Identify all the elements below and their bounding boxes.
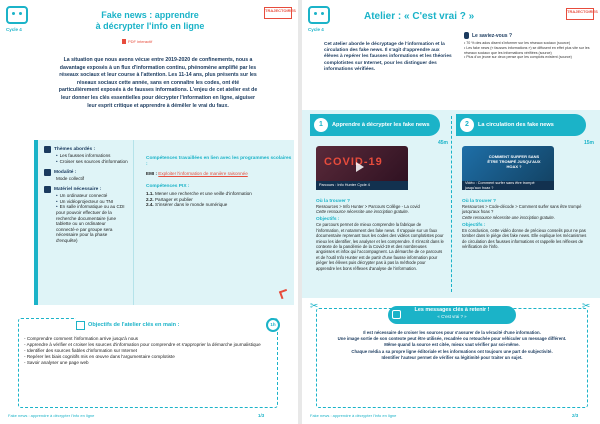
brand-logo: TRAJECTOIRES: [566, 8, 594, 20]
timer-icon: 1h: [266, 318, 280, 332]
list-item: • En salle informatique ou au CDI pour pouvoir effectuer de la recherche documentaire (une tablette ou un ordinateur connecté·e par groupe sera nécessaire pour la phase d'enquête): [56, 204, 129, 243]
thumbnail-text: COMMENT SURFER SANS ÊTRE TROMPÉ JUSQU'AUX HOAX ?: [487, 154, 541, 169]
emi-link[interactable]: Exploiter l'information de manière raisonnée: [158, 171, 248, 176]
list-item: Chaque média a sa propre ligne éditoriale et les informations ont toujours une part de subjectivité.: [351, 348, 553, 354]
list-item: • Plus d'un jeune sur deux pense que les complots existent (source): [464, 55, 594, 60]
activity-header: [456, 114, 586, 136]
themes-section: [44, 146, 129, 164]
list-item: - Savoir analyser une page web: [24, 360, 274, 366]
materiel-list: [56, 193, 129, 243]
themes-heading: Thèmes abordés :: [54, 147, 96, 152]
title-line-1: Fake news : apprendre: [101, 10, 199, 20]
scissors-icon: ✂: [582, 301, 591, 312]
pix-list: [146, 191, 292, 208]
pdf-icon: [122, 39, 126, 44]
list-item: • 70 % des ados disent s'informer sur les réseaux sociaux (source): [464, 41, 594, 46]
list-item: • Croiser ses sources d'information: [56, 159, 129, 165]
list-item: - Repérer les biais cognitifs mis en œuvre dans l'argumentaire complotiste: [24, 354, 274, 360]
info-column-left: [38, 140, 134, 305]
pix-item: [146, 202, 292, 208]
materiel-heading: Matériel nécessaire :: [54, 187, 102, 193]
activity-title: Apprendre à décrypter les fake news: [332, 121, 430, 128]
page-title: Atelier : « C'est vrai ? »: [364, 11, 475, 22]
pix-text: Partager et publier: [154, 196, 193, 202]
signup-note: Cette ressource nécessite une inscription gratuite.: [316, 209, 409, 215]
key-messages-header: [388, 306, 516, 324]
objectives-text: En conclusion, cette vidéo donne de précieux conseils pour ne pas tomber dans le piège des fake news. Elle explique les mécanismes de circulation des fausses informations et rappelle les réflexes de vérification de l'info.: [462, 227, 587, 250]
list-item: Il est nécessaire de croiser les sources pour s'assurer de la véracité d'une information.: [363, 330, 541, 335]
intro-paragraph: Cet atelier aborde le décryptage de l'information et la circulation des fake news. Il s'agit d'apprendre aux élèves à repérer les fausses informations et les théories complotistes sur Internet, pour les distinguer des informations vérifiées.: [324, 42, 452, 72]
computer-icon: [44, 186, 51, 193]
group-icon: [44, 169, 51, 176]
list-item: - Identifier des sources fiables d'information sur Internet: [24, 348, 274, 354]
activity-number: 1: [314, 118, 328, 132]
page-footer: Fake news : apprendre à décrypter l'info en ligne: [8, 413, 95, 418]
key-messages-list: [332, 330, 572, 361]
thumbnail-caption: Parcours : Info Hunter Cycle 4: [316, 181, 408, 190]
cycle-label: Cycle 4: [6, 27, 22, 32]
thumbnail-caption: Vidéo : Comment surfer sans être trompé jusqu'aux hoax ?: [462, 181, 554, 190]
page-1: [0, 0, 298, 424]
cycle-label: Cycle 4: [308, 27, 324, 32]
did-you-know: [464, 32, 594, 60]
modalite-value: Mode collectif: [56, 176, 85, 182]
key-messages-subtitle: « C'est vrai ? »: [437, 314, 467, 319]
activity-2: [456, 110, 596, 298]
cycle-logo-icon: [6, 6, 28, 24]
info-block: [34, 140, 294, 305]
info-column-right: [138, 140, 298, 208]
activity-body: [462, 196, 590, 249]
pix-text: Mener une recherche et une veille d'information: [154, 191, 252, 196]
activity-thumbnail[interactable]: [462, 146, 554, 190]
activity-title: La circulation des fake news: [478, 121, 554, 128]
list-item: • Un vidéoprojecteur ou TNI: [56, 199, 129, 205]
objectives-heading: Objectifs :: [316, 217, 340, 223]
list-item: • Les fake news (« fausses informations ») se diffusent en effet plus vite sur les réseaux sociaux que les informations vérifiées (source): [464, 46, 594, 56]
materiel-section: [44, 186, 129, 243]
brand-logo: TRAJECTOIRES: [264, 7, 292, 19]
objectives-list: [24, 336, 274, 366]
intro-paragraph: La situation que nous avons vécue entre 2019-2020 de confinements, nous a davantage exposés à un flux d'information continu, phénomène amplifié par les réseaux sociaux et leur course à l'attention. Les 11-14 ans, plus présents sur les réseaux sociaux cette année, sans en connaître les codes, ont été particulièrement exposés à de fausses informations. L'enjeu de cet atelier est de leur donner les clés essentielles pour décrypter l'information en ligne, aiguiser leur esprit critique et apprendre à démêler le vrai du faux.: [58, 57, 258, 109]
list-item: - Comprendre comment l'information arrive jusqu'à nous: [24, 336, 274, 342]
emi-line: [146, 171, 292, 176]
page-number: 1/3: [258, 413, 265, 418]
modalite-section: [44, 169, 129, 181]
where-text: Ressources > Code-décode > Comment surfer sans être trompé jusqu'aux hoax ?: [462, 204, 582, 215]
list-item: Identifier l'auteur permet de vérifier sa légitimité pour traiter un sujet.: [381, 354, 523, 360]
title-line-2: à décrypter l'info en ligne: [95, 21, 205, 31]
page-2: [302, 0, 600, 424]
activity-1: [310, 110, 450, 298]
activity-thumbnail[interactable]: [316, 146, 408, 190]
list-item: Même quand la source est citée, mieux vaut vérifier par soi-même.: [384, 342, 520, 348]
pdf-link[interactable]: [122, 39, 152, 44]
pix-num: 2.2.: [146, 196, 154, 202]
signup-note: Cette ressource nécessite une inscription gratuite.: [462, 214, 555, 220]
activity-number: 2: [460, 118, 474, 132]
page-title: [40, 10, 260, 32]
objectives-text: Ce parcours permet de mieux comprendre la fabrique de l'information, et notamment des fake news. Il s'appuie sur un faux documentaire reprenant tous les codes des vidéos complotistes pour mieux les identifier, les analyser et les comprendre. Il s'inscrit dans le contexte de la pandémie de la Covid-19 et des nombreuses angoisses et infox qui l'accompagnent. La démarche de ce parcours et de l'outil Info Hunter est de partir d'une fausse information pour piéger les élèves puis décrypter pas à pas la méthode pour apprendre les bons réflexes d'analyse de l'information.: [316, 222, 444, 271]
objectives-header: [76, 318, 270, 332]
thumbnail-text: COVID-19: [324, 156, 383, 168]
modalite-heading: Modalité :: [54, 170, 77, 176]
list-item: • Les fausses informations: [56, 153, 129, 159]
where-heading: Où la trouver ?: [316, 199, 351, 204]
list-item: • Un ordinateur connecté: [56, 193, 129, 199]
activities-block: [302, 110, 600, 298]
grid-icon: [44, 146, 51, 153]
objectives-title: Objectifs de l'atelier clés en main :: [88, 322, 180, 328]
key-messages-title: Les messages clés à retenir !: [414, 307, 490, 313]
did-you-know-list: [464, 41, 594, 60]
activity-duration: 45m: [437, 140, 448, 146]
scissors-icon: ✂: [310, 301, 319, 312]
themes-list: [56, 153, 129, 164]
list-item: Une image sortie de son contexte peut être utilisée, recadrée ou retouchée pour véhiculer un message différent.: [337, 336, 567, 342]
page-number: 2/3: [572, 413, 579, 418]
pix-num: 2.4.: [146, 202, 154, 208]
pdf-link-label: PDF interactif: [128, 39, 153, 44]
page-footer: Fake news : apprendre à décrypter l'info en ligne: [310, 413, 397, 418]
activity-header: [310, 114, 440, 136]
list-item: - Apprendre à vérifier et croiser les sources d'information pour comprendre et s'approprier la démarche journalistique: [24, 342, 274, 348]
where-heading: Où la trouver ?: [462, 199, 497, 204]
emi-label: EMI :: [146, 171, 157, 176]
activity-duration: 15m: [583, 140, 594, 146]
target-icon: [76, 321, 85, 330]
play-icon: [356, 162, 364, 172]
where-text: Ressources > Info Hunter > Parcours Collège - La covid: [316, 204, 420, 209]
cycle-logo-icon: [308, 6, 330, 24]
pix-text: S'insérer dans le monde numérique: [154, 202, 228, 208]
competences-heading: Compétences travaillées en lien avec les programmes scolaires :: [146, 156, 292, 167]
did-you-know-heading: Le saviez-vous ?: [472, 32, 513, 39]
pix-heading: Compétences PIX :: [146, 184, 190, 189]
activity-body: [316, 196, 444, 271]
activity-divider: [451, 116, 452, 292]
megaphone-icon: [392, 310, 401, 319]
objectives-heading: Objectifs :: [462, 222, 486, 228]
pix-num: 1.1.: [146, 191, 154, 196]
lightbulb-icon: [464, 32, 469, 39]
